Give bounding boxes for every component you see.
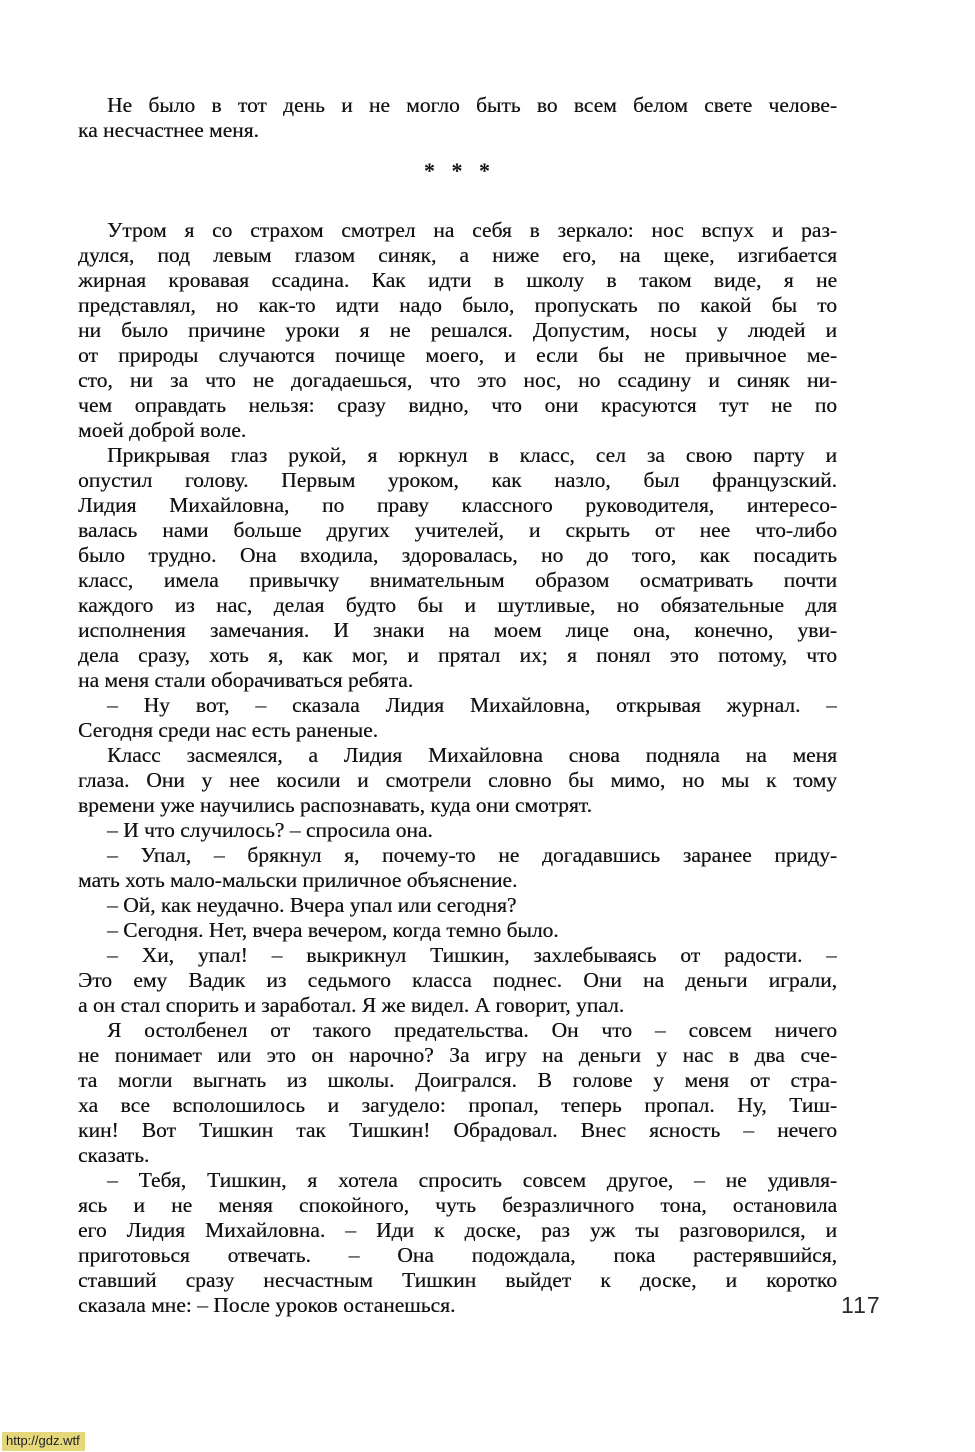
text-line: сказала мне: – После уроков останешься. [78,1293,456,1317]
text-line: исполнения замечания. И знаки на моем лице она, конечно, уви- [78,618,837,642]
paragraph [78,1018,837,1168]
text-line: чем оправдать нельзя: сразу видно, что они красуются тут не по [78,393,837,417]
text-line: дела сразу, хоть я, как мог, и прятал их; я понял это потому, что [78,643,837,667]
paragraph [78,893,837,918]
text-line: мать хоть мало-мальски приличное объяснение. [78,868,518,892]
text-line: сто, ни за что не догадаешься, что это нос, но ссадину и синяк ни- [78,368,837,392]
text-line: глаза. Они у нее косили и смотрели словно бы мимо, но мы к тому [78,768,837,792]
paragraph [78,443,837,693]
paragraph [78,943,837,1018]
text-line: не понимает или это он нарочно? За игру на деньги у нас в два сче- [78,1043,837,1067]
text-line: – Сегодня. Нет, вчера вечером, когда темно было. [107,918,559,942]
text-line: ставший сразу несчастным Тишкин выйдет к доске, и коротко [78,1268,837,1292]
text-line: Сегодня среди нас есть раненые. [78,718,379,742]
text-line: Утром я со страхом смотрел на себя в зеркало: нос вспух и раз- [107,218,837,242]
paragraph [78,843,837,893]
text-line: – Ну вот, – сказала Лидия Михайловна, открывая журнал. – [107,693,837,717]
text-line: Я остолбенел от такого предательства. Он что – совсем ничего [107,1018,837,1042]
paragraph [78,918,837,943]
text-line: ни было причине уроки я не решался. Допустим, носы у людей и [78,318,837,342]
text-line: моей доброй воле. [78,418,247,442]
text-line: Не было в тот день и не могло быть во всем белом свете челове- [107,93,837,117]
text-line: – Тебя, Тишкин, я хотела спросить совсем другое, – не удивля- [107,1168,837,1192]
paragraph [78,743,837,818]
text-line: опустил голову. Первым уроком, как назло, был французский. [78,468,837,492]
text-line: ясь и не меняя спокойного, чуть безразличного тона, остановила [78,1193,837,1217]
text-line: Это ему Вадик из седьмого класса поднес. Они на деньги играли, [78,968,837,992]
watermark-label: http://gdz.wtf [2,1432,85,1451]
text-line: приготовься отвечать. – Она подождала, пока растерявшийся, [78,1243,837,1267]
text-line: ха все всполошилось и загудело: пропал, теперь пропал. Ну, Тиш- [78,1093,837,1117]
text-line: – Хи, упал! – выкрикнул Тишкин, захлебываясь от радости. – [107,943,837,967]
page-text [78,218,837,1318]
text-line: – И что случилось? – спросила она. [107,818,433,842]
page-number: 117 [841,1292,881,1318]
text-line: каждого из нас, делая будто бы и шутливые, но обязательные для [78,593,837,617]
text-line: Лидия Михайловна, по праву классного руководителя, интересо- [78,493,837,517]
text-line: валась нами больше других учителей, и скрыть от нее что-либо [78,518,837,542]
paragraph [78,693,837,743]
text-line: Класс засмеялся, а Лидия Михайловна снова подняла на меня [107,743,837,767]
text-line: от природы случаются почище моего, и если бы не привычное ме- [78,343,837,367]
text-line: класс, имела привычку внимательным образом осматривать почти [78,568,837,592]
intro-paragraph [78,93,837,143]
text-line: представлял, но как-то идти надо было, пропускать по какой бы то [78,293,837,317]
text-line: на меня стали оборачиваться ребята. [78,668,414,692]
paragraph [78,1168,837,1318]
text-line: та могли выгнать из школы. Доигрался. В голове у меня от стра- [78,1068,837,1092]
text-line: – Упал, – брякнул я, почему-то не догадавшись заранее приду- [107,843,837,867]
text-line: было трудно. Она входила, здоровалась, но до того, как посадить [78,543,837,567]
text-line: – Ой, как неудачно. Вчера упал или сегодня? [107,893,517,917]
text-line: ка несчастнее меня. [78,118,259,142]
text-line: времени уже научились распознавать, куда они смотрят. [78,793,592,817]
text-line: сказать. [78,1143,150,1167]
text-line: его Лидия Михайловна. – Иди к доске, раз уж ты разговорился, и [78,1218,837,1242]
paragraph [78,818,837,843]
text-line: кин! Вот Тишкин так Тишкин! Обрадовал. Внес ясность – нечего [78,1118,837,1142]
section-separator: * * * [424,158,491,183]
text-line: дулся, под левым глазом синяк, а ниже его, на щеке, изгибается [78,243,837,267]
text-line: жирная кровавая ссадина. Как идти в школу в таком виде, я не [78,268,837,292]
paragraph [78,218,837,443]
text-line: Прикрывая глаз рукой, я юркнул в класс, сел за свою парту и [107,443,837,467]
text-line: а он стал спорить и заработал. Я же видел. А говорит, упал. [78,993,625,1017]
